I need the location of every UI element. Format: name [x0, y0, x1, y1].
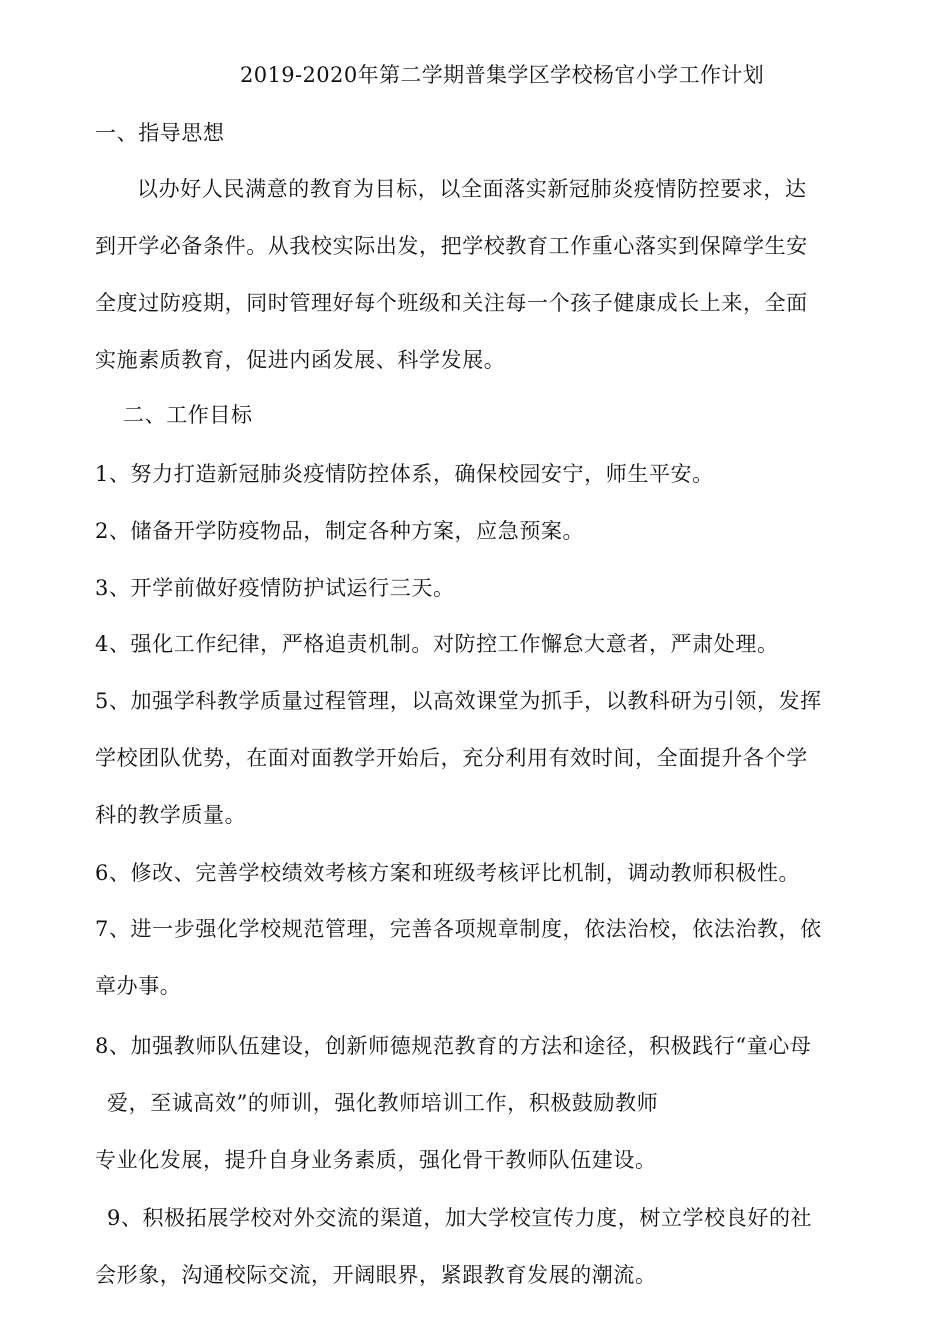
- goal-item-5-continued: 科的教学质量。: [95, 803, 247, 827]
- goal-item-6: 6、修改、完善学校绩效考核方案和班级考核评比机制，调动教师积极性。: [95, 861, 801, 885]
- goal-item-1: 1、努力打造新冠肺炎疫情防控体系，确保校园安宁，师生平安。: [95, 462, 714, 486]
- goal-item-9-continued: 会形象，沟通校际交流，开阔眼界，紧跟教育发展的潮流。: [95, 1263, 657, 1287]
- goal-item-5-continued: 学校团队优势，在面对面教学开始后，充分利用有效时间，全面提升各个学: [95, 746, 808, 770]
- goal-item-7-continued: 章办事。: [95, 974, 182, 998]
- section-heading-work-goals: 二、工作目标: [123, 403, 253, 427]
- paragraph-line: 实施素质教育，促进内函发展、科学发展。: [95, 348, 506, 372]
- goal-item-2: 2、储备开学防疫物品，制定各种方案，应急预案。: [95, 519, 585, 543]
- section-heading-guiding-ideology: 一、指导思想: [95, 121, 225, 145]
- goal-item-8: 8、加强教师队伍建设，创新师德规范教育的方法和途径，积极践行“童心母: [95, 1034, 812, 1058]
- paragraph-line: 全度过防疫期，同时管理好每个班级和关注每一个孩子健康成长上来，全面: [95, 291, 808, 315]
- document-title: 2019-2020年第二学期普集学区学校杨官小学工作计划: [240, 63, 765, 87]
- goal-item-8-continued: 专业化发展，提升自身业务素质，强化骨干教师队伍建设。: [95, 1148, 657, 1172]
- goal-item-3: 3、开学前做好疫情防护试运行三天。: [95, 576, 455, 600]
- goal-item-7: 7、进一步强化学校规范管理，完善各项规章制度，依法治校，依法治教，依: [95, 917, 822, 941]
- paragraph-line: 到开学必备条件。从我校实际出发，把学校教育工作重心落实到保障学生安: [95, 234, 808, 258]
- goal-item-9: 9、积极拓展学校对外交流的渠道，加大学校宣传力度，树立学校良好的社: [107, 1206, 813, 1230]
- goal-item-4: 4、强化工作纪律，严格追责机制。对防控工作懈怠大意者，严肃处理。: [95, 632, 779, 656]
- goal-item-5: 5、加强学科教学质量过程管理，以高效课堂为抓手，以教科研为引领，发挥: [95, 689, 822, 713]
- paragraph-line: 以办好人民满意的教育为目标，以全面落实新冠肺炎疫情防控要求，达: [137, 177, 807, 201]
- goal-item-8-continued: 爱，至诚高效”的师训，强化教师培训工作，积极鼓励教师: [107, 1091, 659, 1115]
